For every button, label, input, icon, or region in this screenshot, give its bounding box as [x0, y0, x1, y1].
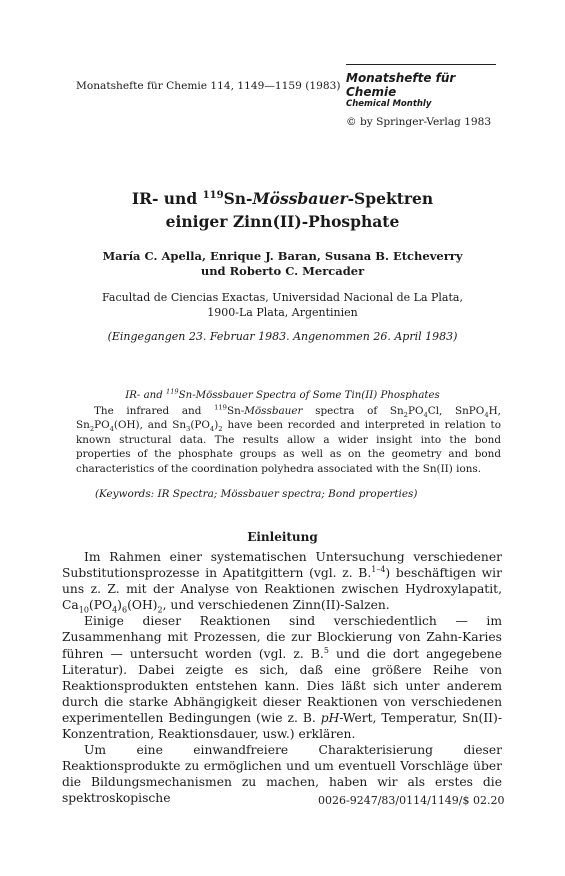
- title-line-2: einiger Zinn(II)-Phosphate: [165, 212, 400, 231]
- copyright: © by Springer-Verlag 1983: [346, 116, 492, 128]
- abstract-text: The infrared and $^{119}$Sn-Mössbauer spectra of $Sn_2PO_4Cl$, SnPO$_4$H, $Sn_2PO_4(OH)$, and $Sn_3(PO_4)_2$ have been recorded and interpreted in relation to known structural data. The results allow a wider insight into the bond properties of the phosphate groups as well as on the geometry and bond characteristics of the coordination polyhedra associated with the Sn(II) ions.: [76, 403, 501, 475]
- paragraph-2: Einige dieser Reaktionen sind verschiedentlich — im Zusammenhang mit Prozessen, die zur Blockierung von Zahn-Karies führen — untersucht worden (vgl. z. B.$^5$ und die dort angegebene Literatur). Dabei zeigte es sich, daß eine größere Reihe von Reaktionsprodukten entstehen kann. Dies läßt sich unter anderem durch die starke Abhängigkeit dieser Reaktionen von verschiedenen experimentellen Bedingungen (wie z. B. pH-Wert, Temperatur, Sn(II)-Konzentration, Reaktionsdauer, usw.) erklären.: [62, 614, 502, 742]
- body-text: [62, 549, 502, 807]
- paragraph-3: Um eine einwandfreiere Charakterisierung dieser Reaktionsprodukte zu ermöglichen und um eventuell Vorschläge über die Bildungsmechanismen zu machen, haben wir als erstes die spektroskopische: [62, 743, 502, 806]
- journal-name: Monatshefte für Chemie: [346, 71, 456, 99]
- abstract-title: IR- and $^{119}$Sn-Mössbauer Spectra of Some Tin(II) Phosphates: [125, 387, 440, 401]
- authors-line-1: María C. Apella, Enrique J. Baran, Susana B. Etcheverry: [102, 249, 463, 263]
- citation-line: Monatshefte für Chemie 114, 1149—1159 (1983): [76, 80, 341, 92]
- title-line-1: IR- und $^{119}$Sn-Mössbauer-Spektren: [131, 189, 434, 208]
- footer-code: 0026-9247/83/0114/1149/$ 02.20: [318, 794, 505, 807]
- section-heading: Einleitung: [247, 530, 318, 544]
- affiliation-line-2: 1900-La Plata, Argentinien: [207, 306, 358, 319]
- authors-line-2: und Roberto C. Mercader: [200, 264, 365, 278]
- journal-subtitle: Chemical Monthly: [346, 99, 432, 109]
- received-dates: (Eingegangen 23. Februar 1983. Angenommen 26. April 1983): [107, 330, 458, 343]
- paragraph-1: Im Rahmen einer systematischen Untersuchung verschiedener Substitutionsprozesse in Apatitgittern (vgl. z. B.$^{1-4}$) beschäftigen wir uns z. Z. mit der Analyse von Reaktionen zwischen Hydroxylapatit, $Ca_{10}(PO_4)_6(OH)_2$, und verschiedenen Zinn(II)-Salzen.: [62, 550, 502, 615]
- journal-block: [346, 64, 496, 128]
- header-rule: [346, 64, 496, 65]
- affiliation-line-1: Facultad de Ciencias Exactas, Universidad Nacional de La Plata,: [102, 291, 463, 304]
- keywords: (Keywords: IR Spectra; Mössbauer spectra; Bond properties): [95, 488, 418, 500]
